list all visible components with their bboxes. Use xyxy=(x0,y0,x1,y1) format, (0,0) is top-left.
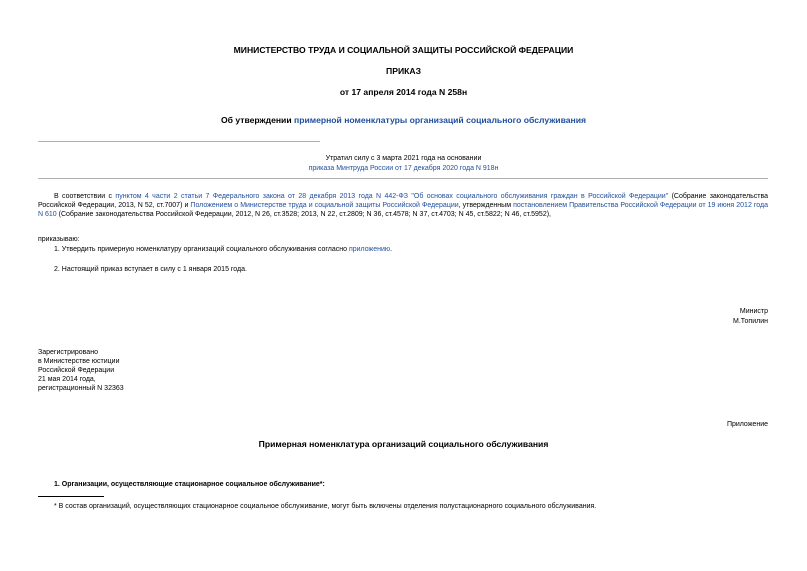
title-prefix: Об утверждении xyxy=(220,115,294,125)
item-1-end: . xyxy=(390,246,393,253)
item-1 xyxy=(54,245,392,254)
registration-line-2: в Министерстве юстиции xyxy=(38,358,120,365)
preamble-text-b: (Собрание законодательства Российской Федерации, 2013, N 52, ст.7007) и xyxy=(38,193,769,209)
ministry-heading: МИНИСТЕРСТВО ТРУДА И СОЦИАЛЬНОЙ ЗАЩИТЫ РОССИЙСКОЙ ФЕДЕРАЦИИ xyxy=(233,45,574,55)
registration-line-1: Зарегистрировано xyxy=(38,349,98,356)
order-word: приказываю: xyxy=(38,236,80,243)
doc-type-heading: ПРИКАЗ xyxy=(386,66,421,76)
long-divider xyxy=(38,178,768,179)
section-1-heading: 1. Организации, осуществляющие стационарное социальное обслуживание*: xyxy=(54,481,325,488)
status-link[interactable]: приказа Минтруда России от 17 декабря 2020 года N 918н xyxy=(308,165,499,172)
signature-position: Министр xyxy=(739,308,768,315)
resolution-link[interactable]: постановлением Правительства Российской Федерации от 19 июня 2012 года N 610 xyxy=(38,202,768,218)
preamble-text-d: (Собрание законодательства Российской Федерации, 2012, N 26, ст.3528; 2013, N 22, ст.2809; N 36, ст.4578; N 37, ст.4703; N 45, ст.5822; N 46, ст.5952), xyxy=(56,211,551,218)
registration-block xyxy=(38,348,124,393)
law-link[interactable]: пунктом 4 части 2 статьи 7 Федерального закона от 28 декабря 2013 года N 442-ФЗ "Об основах социального обслуживания граждан в Российской Федерации" xyxy=(115,193,669,200)
signature-name: М.Топилин xyxy=(733,318,768,325)
preamble-text-a: В соответствии с xyxy=(54,193,116,200)
preamble-text-c: , утвержденным xyxy=(458,202,514,209)
registration-line-5: регистрационный N 32363 xyxy=(38,385,124,392)
appendix-label: Приложение xyxy=(726,421,768,428)
footnote: * В состав организаций, осуществляющих стационарное социальное обслуживание, могут быть включены отделения полустационарного социального обслуживания. xyxy=(54,503,597,510)
footnote-divider xyxy=(38,496,104,497)
document-title xyxy=(0,116,807,125)
item-1-text: 1. Утвердить примерную номенклатуру организаций социального обслуживания согласно xyxy=(54,246,349,253)
title-link[interactable]: примерной номенклатуры организаций социального обслуживания xyxy=(294,115,587,125)
item-2: 2. Настоящий приказ вступает в силу с 1 января 2015 года. xyxy=(54,266,247,273)
appendix-link[interactable]: приложению xyxy=(348,246,391,253)
short-divider xyxy=(38,141,320,142)
registration-line-3: Российской Федерации xyxy=(38,367,115,374)
status-line: Утратил силу с 3 марта 2021 года на основании xyxy=(325,155,482,162)
registration-line-4: 21 мая 2014 года, xyxy=(38,376,96,383)
date-number-heading: от 17 апреля 2014 года N 258н xyxy=(339,87,468,97)
status-link-wrap xyxy=(0,164,807,173)
regulation-link[interactable]: Положением о Министерстве труда и социальной защиты Российской Федерации xyxy=(190,202,459,209)
preamble-paragraph xyxy=(38,192,768,219)
appendix-title: Примерная номенклатура организаций социального обслуживания xyxy=(258,439,549,449)
